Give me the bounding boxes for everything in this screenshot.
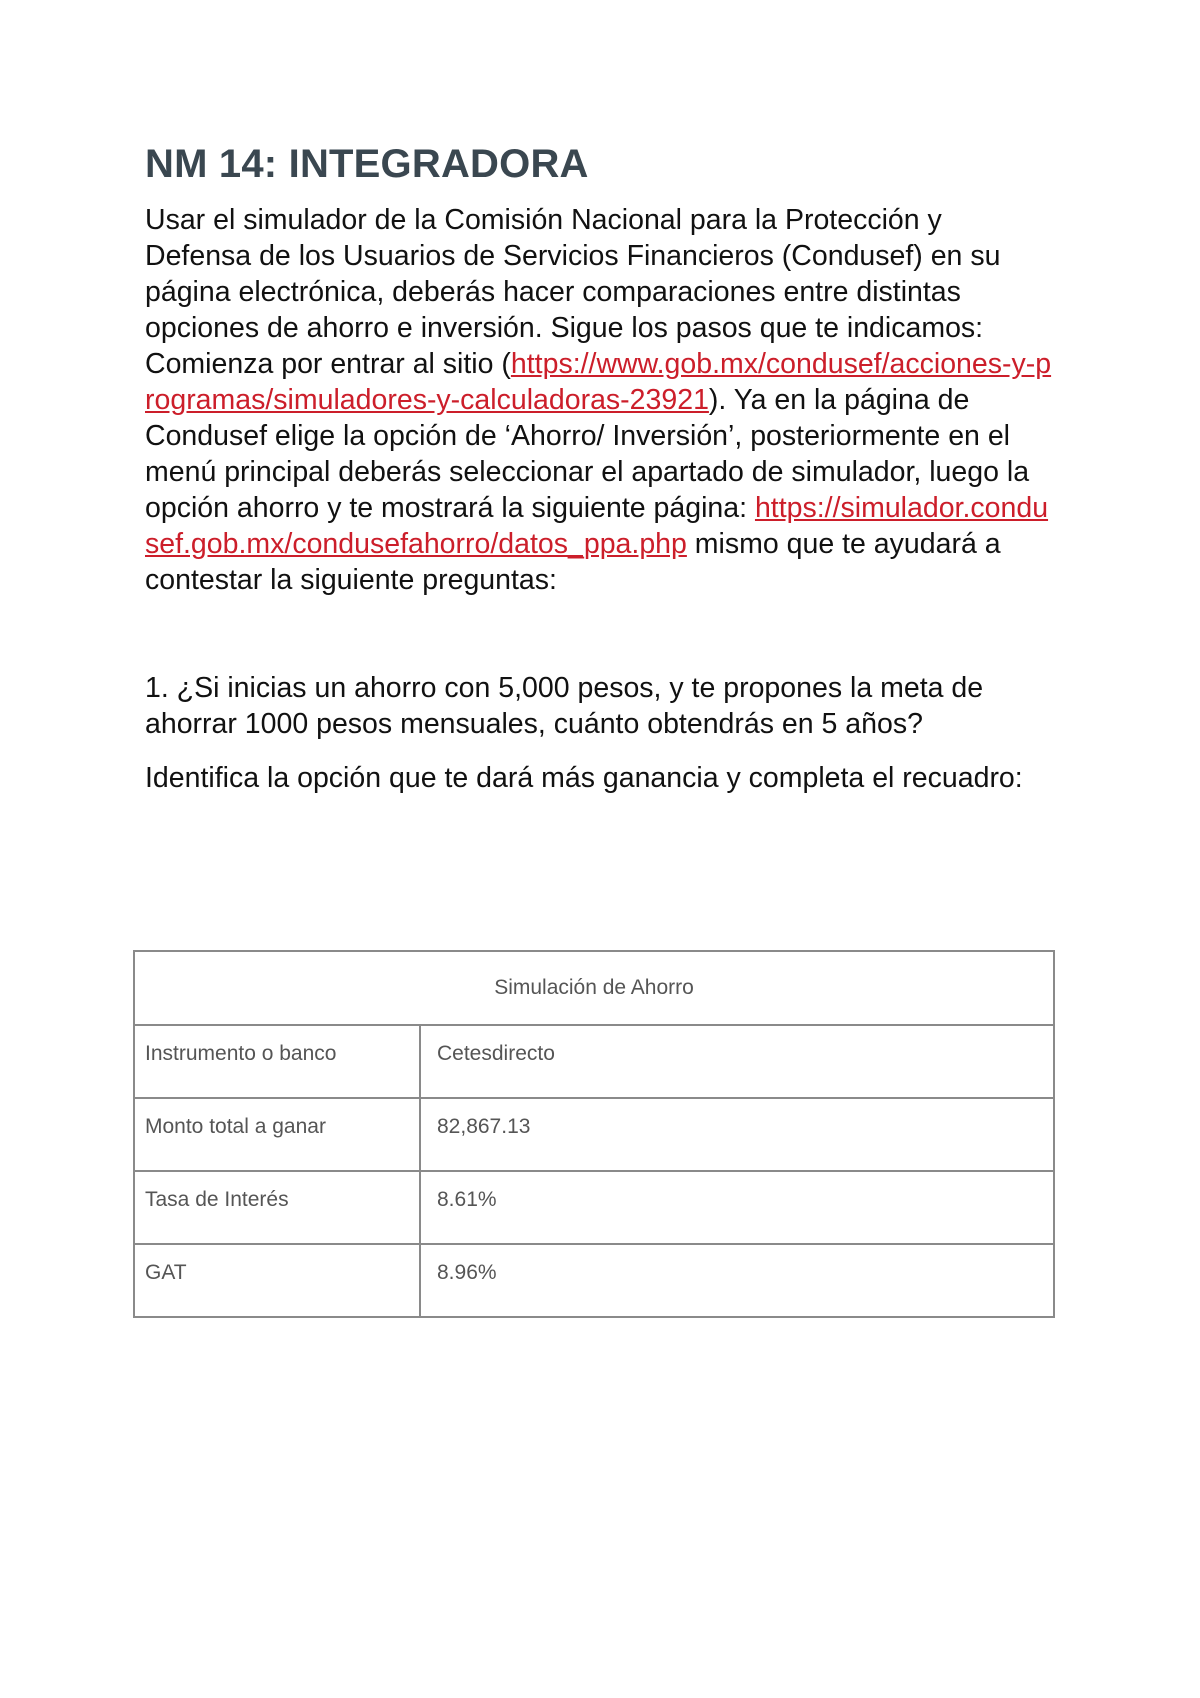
table-row bbox=[134, 1244, 1054, 1317]
savings-simulation-table bbox=[133, 950, 1055, 1318]
row-value: 82,867.13 bbox=[420, 1098, 1054, 1171]
spacer bbox=[145, 598, 1065, 670]
row-label: Tasa de Interés bbox=[134, 1171, 420, 1244]
row-value: Cetesdirecto bbox=[420, 1025, 1054, 1098]
page-title: NM 14: INTEGRADORA bbox=[145, 142, 589, 186]
table-header: Simulación de Ahorro bbox=[134, 951, 1054, 1025]
table-row bbox=[134, 1025, 1054, 1098]
intro-text-3: mismo que te ayudará a contestar la siguiente preguntas: bbox=[145, 528, 1001, 596]
table-row bbox=[134, 1171, 1054, 1244]
intro-paragraph bbox=[145, 202, 1055, 598]
document-page bbox=[145, 140, 1065, 796]
row-label: Monto total a ganar bbox=[134, 1098, 420, 1171]
instruction-text: Identifica la opción que te dará más ganancia y completa el recuadro: bbox=[145, 762, 1023, 794]
table-header-row bbox=[134, 951, 1054, 1025]
question-1: 1. ¿Si inicias un ahorro con 5,000 pesos, y te propones la meta de ahorrar 1000 pesos mensuales, cuánto obtendrás en 5 años? bbox=[145, 672, 984, 740]
condusef-gob-link[interactable]: https://www.gob.mx/condusef/acciones-y-programas/simuladores-y-calculadoras-23921 bbox=[145, 348, 1052, 416]
intro-text-1: Usar el simulador de la Comisión Nacional para la Protección y Defensa de los Usuarios de Servicios Financieros (Condusef) en su página electrónica, deberás hacer comparaciones entre distintas opciones de ahorro e inversión. Sigue los pasos que te indicamos: Comienza por entrar al sitio ( bbox=[145, 204, 1001, 380]
row-label: Instrumento o banco bbox=[134, 1025, 420, 1098]
row-value: 8.96% bbox=[420, 1244, 1054, 1317]
row-label: GAT bbox=[134, 1244, 420, 1317]
row-value: 8.61% bbox=[420, 1171, 1054, 1244]
simulador-link[interactable]: https://simulador.condusef.gob.mx/condusefahorro/datos_ppa.php bbox=[145, 492, 1049, 560]
intro-text-2: ). Ya en la página de Condusef elige la opción de ‘Ahorro/ Inversión’, posteriormente en el menú principal deberás seleccionar el apartado de simulador, luego la opción ahorro y te mostrará la siguiente página: bbox=[145, 384, 1030, 524]
table-row bbox=[134, 1098, 1054, 1171]
